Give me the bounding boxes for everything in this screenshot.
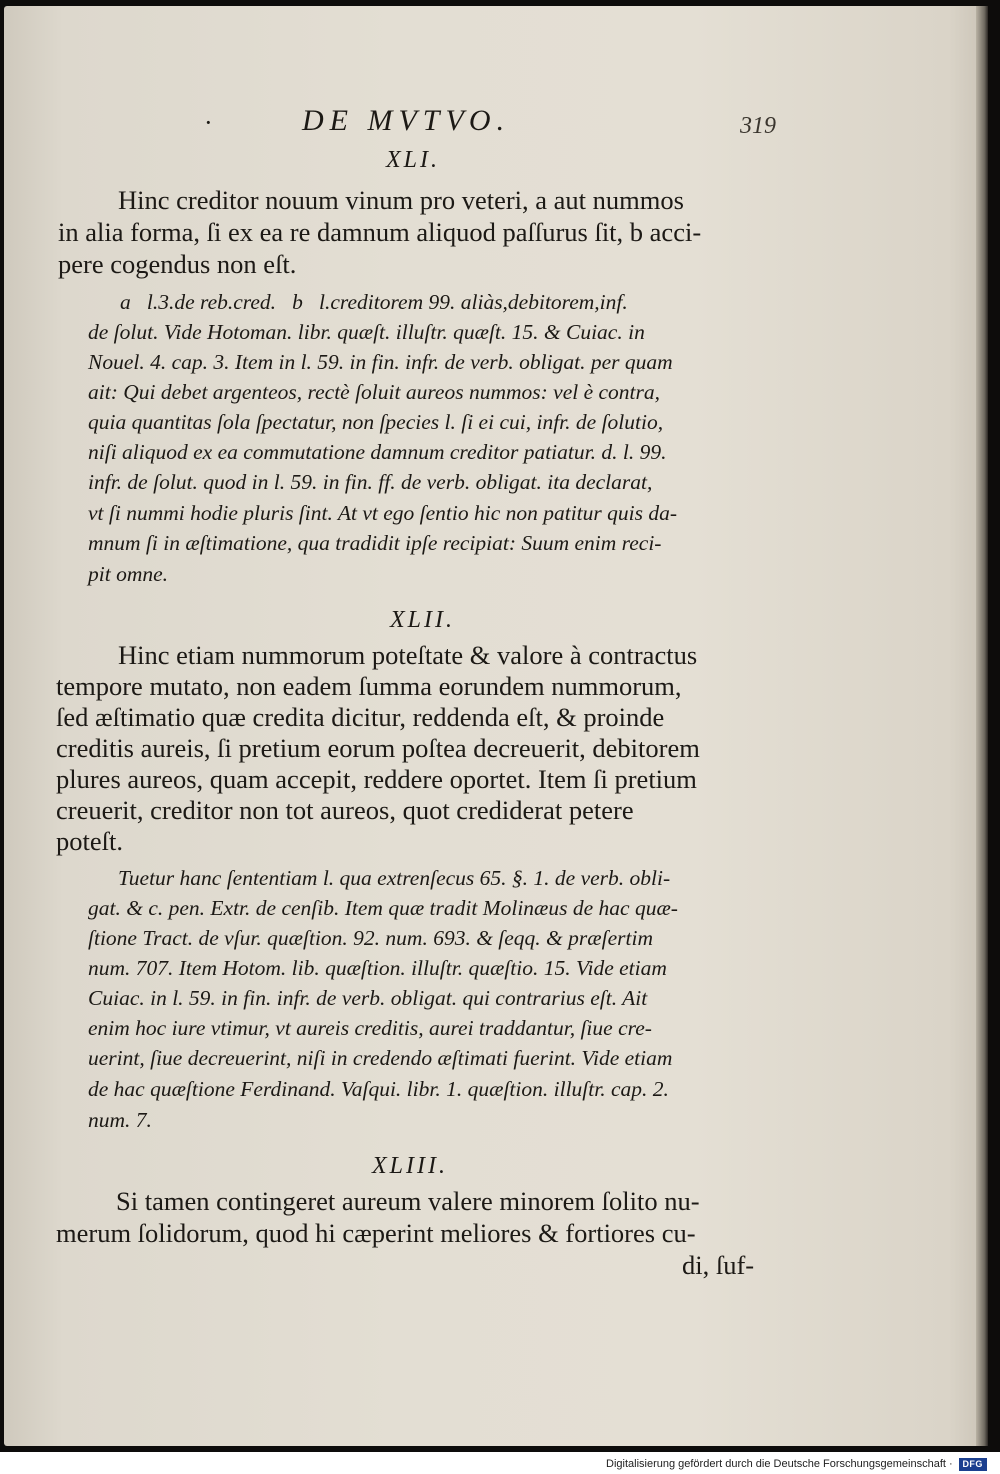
note-line: enim hoc iure vtimur, vt aureis creditis, aurei traddantur, ſiue cre- [88, 1016, 652, 1040]
note-line: num. 707. Item Hotom. lib. quæſtion. illuſtr. quæſtio. 15. Vide etiam [88, 956, 667, 980]
main-line: di, ſuf- [682, 1250, 755, 1280]
main-line: Si tamen contingeret aureum valere minorem ſolito nu- [116, 1186, 700, 1216]
note-line: Nouel. 4. cap. 3. Item in l. 59. in fin. infr. de verb. obligat. per quam [88, 350, 673, 374]
note-line: gat. & c. pen. Extr. de cenſib. Item quæ tradit Molinæus de hac quæ- [88, 896, 678, 920]
main-line: pere cogendus non eſt. [58, 249, 297, 279]
note-line: uerint, ſiue decreuerint, niſi in credendo æſtimati fuerint. Vide etiam [88, 1046, 673, 1070]
main-line: tempore mutato, non eadem ſumma eorundem nummorum, [56, 671, 682, 701]
main-line: plures aureos, quam accepit, reddere oportet. Item ſi pretium [56, 764, 697, 794]
running-head: DE MVTVO. [302, 104, 511, 137]
main-line: merum ſolidorum, quod hi cæperint meliores & fortiores cu- [56, 1218, 696, 1248]
note-line: pit omne. [88, 562, 169, 586]
note-line: infr. de ſolut. quod in l. 59. in fin. ff. de verb. obligat. ita declarat, [88, 470, 653, 494]
note-line: ait: Qui debet argenteos, rectè ſoluit aureos nummos: vel è contra, [88, 380, 661, 404]
dfg-logo: DFG [959, 1458, 987, 1471]
main-line: creuerit, creditor non tot aureos, quot crediderat petere [56, 795, 634, 825]
section-number: XLI. [386, 147, 440, 173]
note-line: Cuiac. in l. 59. in fin. infr. de verb. obligat. qui contrarius eſt. Ait [88, 986, 648, 1010]
main-line: ſed æſtimatio quæ credita dicitur, reddenda eſt, & proinde [56, 702, 665, 732]
page-edge [976, 6, 988, 1446]
footer-credit: Digitalisierung gefördert durch die Deutsche Forschungsgemeinschaft · [606, 1458, 953, 1470]
digitization-footer [606, 1456, 987, 1472]
section-number: XLII. [390, 607, 455, 633]
section-number: XLIII. [372, 1153, 448, 1179]
main-line: poteſt. [56, 826, 123, 856]
note-line: Tuetur hanc ſententiam l. qua extrenſecus 65. §. 1. de verb. obli- [118, 866, 671, 890]
note-line: de hac quæſtione Ferdinand. Vaſqui. libr. 1. quæſtion. illuſtr. cap. 2. [88, 1077, 669, 1101]
note-line: niſi aliquod ex ea commutatione damnum creditor patiatur. d. l. 99. [88, 440, 667, 464]
main-line: Hinc creditor nouum vinum pro veteri, a aut nummos [118, 185, 684, 215]
note-line: de ſolut. Vide Hotoman. libr. quæſt. illuſtr. quæſt. 15. & Cuiac. in [88, 320, 645, 344]
main-line: Hinc etiam nummorum poteſtate & valore à contractus [118, 640, 698, 670]
note-line: mnum ſi in æſtimatione, qua tradidit ipſe recipiat: Suum enim reci- [88, 531, 662, 555]
main-line: creditis aureis, ſi pretium eorum poſtea decreuerit, debitorem [56, 733, 700, 763]
main-line: in alia forma, ſi ex ea re damnum aliquod paſſurus ſit, b acci- [58, 217, 702, 247]
note-line: quia quantitas ſola ſpectatur, non ſpecies l. ſi ei cui, infr. de ſolutio, [88, 410, 664, 434]
note-line: a l.3.de reb.cred. b l.creditorem 99. aliàs,debitorem,inf. [120, 290, 628, 314]
header-dot: · [204, 108, 213, 137]
page-number: 319 [740, 113, 776, 139]
note-line: ſtione Tract. de vſur. quæſtion. 92. num. 693. & ſeqq. & præſertim [88, 926, 653, 950]
note-line: vt ſi nummi hodie pluris ſint. At vt ego ſentio hic non patitur quis da- [88, 501, 678, 525]
note-line: num. 7. [88, 1108, 152, 1132]
